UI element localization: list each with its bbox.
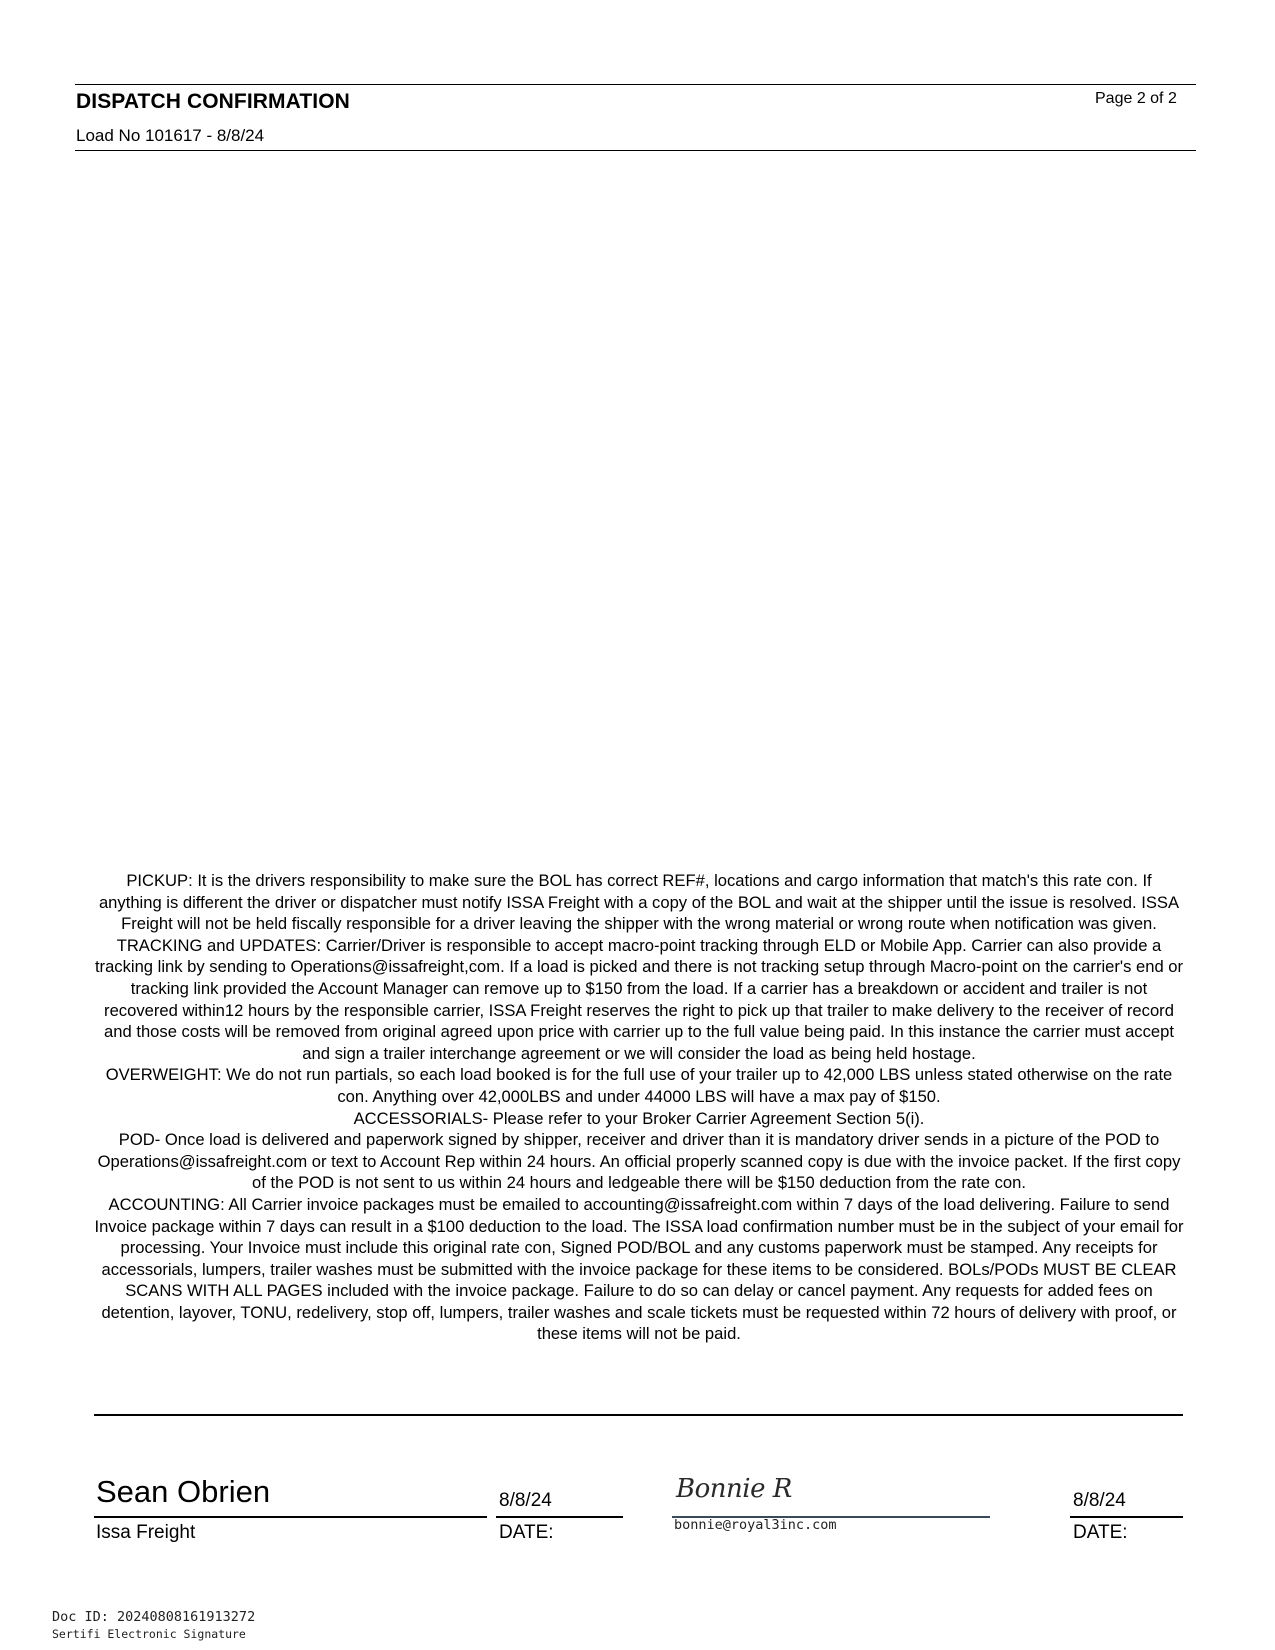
terms-pickup: PICKUP: It is the drivers responsibility to make sure the BOL has correct REF#, locations and cargo information that match's this rate con. If anything is different the driver or dispatcher must notify ISSA Freight with a copy of the BOL and wait at the shipper until the issue is resolved. ISSA Freight will not be held fiscally responsible for a driver leaving the shipper with the wrong material or wrong route when notification was given. bbox=[98, 871, 1180, 934]
carrier-signature: Bonnie R bbox=[676, 1474, 792, 1504]
load-number: Load No 101617 - 8/8/24 bbox=[76, 126, 265, 145]
terms-divider bbox=[94, 1414, 1183, 1416]
document-title: DISPATCH CONFIRMATION bbox=[76, 90, 350, 113]
broker-signature-line bbox=[94, 1516, 487, 1518]
header-top-rule bbox=[75, 84, 1196, 85]
carrier-date-label: DATE: bbox=[1073, 1522, 1128, 1543]
carrier-date-line bbox=[1070, 1516, 1183, 1518]
carrier-sign-date: 8/8/24 bbox=[1073, 1490, 1126, 1511]
doc-id: Doc ID: 20240808161913272 bbox=[52, 1609, 256, 1625]
terms-accessorials: ACCESSORIALS- Please refer to your Broker Carrier Agreement Section 5(i). bbox=[353, 1108, 925, 1128]
terms-pod: POD- Once load is delivered and paperwork signed by shipper, receiver and driver than it is mandatory driver sends in a picture of the POD to Operations@issafreight.com or text to Account Rep within 24 hours. An official properly scanned copy is due with the invoice packet. If the first copy of the POD is not sent to us within 24 hours and ledgeable there will be $150 deduction from the rate con. bbox=[97, 1130, 1181, 1193]
broker-date-label: DATE: bbox=[499, 1522, 554, 1543]
broker-date-line bbox=[496, 1516, 623, 1518]
broker-signer-name: Sean Obrien bbox=[96, 1474, 271, 1509]
terms-tracking: TRACKING and UPDATES: Carrier/Driver is responsible to accept macro-point tracking through ELD or Mobile App. Carrier can also provide a tracking link by sending to Operations@issafreight,com. If a load is picked and there is not tracking setup through Macro-point on the carrier's end or tracking link provided the Account Manager can remove up to $150 from the load. If a carrier has a breakdown or accident and trailer is not recovered within12 hours by the responsible carrier, ISSA Freight reserves the right to pick up that trailer to make delivery to the receiver of record and those costs will be removed from original agreed upon price with carrier up to the full value being paid. In this instance the carrier must accept and sign a trailer interchange agreement or we will consider the load as being held hostage. bbox=[94, 935, 1184, 1063]
broker-company: Issa Freight bbox=[96, 1522, 196, 1543]
terms-accounting: ACCOUNTING: All Carrier invoice packages must be emailed to accounting@issafreight.com within 7 days of the load delivering. Failure to send Invoice package within 7 days can result in a $100 deduction to the load. The ISSA load confirmation number must be in the subject of your email for processing. Your Invoice must include this original rate con, Signed POD/BOL and any customs paperwork must be stamped. Any receipts for accessorials, lumpers, trailer washes must be submitted with the invoice package for these items to be considered. BOLs/PODs MUST BE CLEAR SCANS WITH ALL PAGES included with the invoice package. Failure to do so can delay or cancel payment. Any requests for added fees on detention, layover, TONU, redelivery, stop off, lumpers, trailer washes and scale tickets must be requested within 72 hours of delivery with proof, or these items will not be paid. bbox=[94, 1194, 1184, 1344]
carrier-email: bonnie@royal3inc.com bbox=[674, 1517, 837, 1533]
broker-sign-date: 8/8/24 bbox=[499, 1490, 552, 1511]
page-indicator: Page 2 of 2 bbox=[1095, 90, 1177, 107]
terms-block bbox=[94, 870, 1184, 1345]
signature-provider: Sertifi Electronic Signature bbox=[52, 1627, 246, 1641]
header-bottom-rule bbox=[75, 150, 1196, 151]
terms-overweight: OVERWEIGHT: We do not run partials, so each load booked is for the full use of your trailer up to 42,000 LBS unless stated otherwise on the rate con. Anything over 42,000LBS and under 44000 LBS will have a max pay of $150. bbox=[105, 1065, 1173, 1106]
